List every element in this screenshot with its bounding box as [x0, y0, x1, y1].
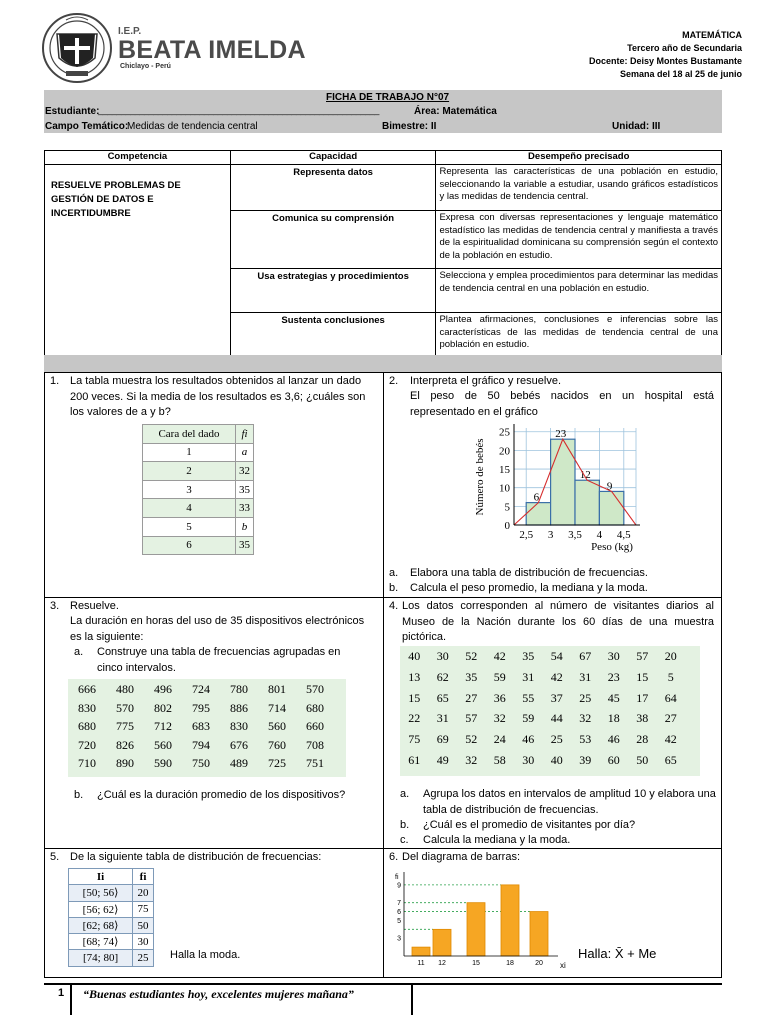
data-value: 890	[116, 756, 134, 770]
campo-label: Campo Temático:	[45, 121, 129, 132]
problem-3-a-marker: a.	[74, 646, 84, 658]
table-cell: 30	[133, 934, 154, 950]
device-hours-data	[68, 679, 346, 777]
dice-table	[142, 424, 254, 555]
data-value: 64	[664, 690, 677, 705]
data-value: 17	[636, 690, 649, 705]
data-value: 31	[522, 669, 535, 684]
frequency-table	[68, 868, 154, 967]
data-value: 67	[579, 649, 592, 663]
header-capacidad: Capacidad	[230, 151, 436, 165]
table-cell: a	[236, 443, 254, 462]
birth-weight-histogram	[470, 422, 650, 557]
bar	[530, 912, 548, 956]
bar-value-label: 6	[533, 491, 540, 504]
data-value: 57	[636, 649, 649, 663]
data-value: 32	[465, 752, 478, 767]
data-value: 54	[550, 649, 563, 663]
data-row	[400, 691, 700, 712]
data-value: 20	[664, 649, 677, 663]
data-value: 32	[579, 711, 592, 726]
data-value: 30	[436, 649, 449, 663]
data-value: 30	[607, 649, 620, 663]
table-cell: 25	[133, 950, 154, 966]
y-tick-label: 15	[499, 464, 510, 477]
data-value: 886	[230, 700, 248, 715]
capacidad-cell: Usa estrategias y procedimientos	[230, 269, 436, 313]
campo-value: Medidas de tendencia central	[127, 121, 258, 132]
problem-5-number: 5.	[50, 851, 60, 863]
table-cell: 2	[143, 462, 236, 481]
x-tick-label: 12	[438, 960, 446, 967]
data-value: 710	[78, 756, 96, 770]
histogram-bar	[526, 503, 550, 525]
table-cell: 32	[236, 462, 254, 481]
sheet-title: FICHA DE TRABAJO N°07	[326, 92, 450, 103]
bar	[501, 885, 519, 956]
desempeno-cell: Expresa con diversas representaciones y lenguaje matemático estadístico las medidas de tendencia central y manifiesta a través de la espiritualidad dominicana su comprensión según el contexto de la población en estudio.	[436, 211, 722, 269]
problem-6-text: Del diagrama de barras:	[402, 851, 521, 863]
data-value: 480	[116, 682, 134, 696]
problem-4-c-text: Calcula la mediana y la moda.	[423, 834, 571, 846]
problem-6-ask: Halla: X̄ + Me	[578, 946, 657, 961]
footer-divider-left	[70, 985, 72, 1015]
problem-3-a-text: Construye una tabla de frecuencias agrupadas en cinco intervalos.	[97, 646, 341, 674]
visitors-data	[400, 646, 700, 776]
x-tick-label: 20	[535, 960, 543, 967]
bar	[467, 903, 485, 956]
table-cell: b	[236, 517, 254, 536]
data-value: 666	[78, 682, 96, 696]
data-value: 725	[268, 756, 286, 770]
data-value: 46	[607, 732, 620, 747]
table-cell: 3	[143, 480, 236, 499]
problem-4-b-text: ¿Cuál es el promedio de visitantes por día?	[423, 819, 636, 831]
x-tick-label: 2,5	[519, 529, 534, 541]
freq-header-interval: Ii	[69, 869, 133, 885]
data-value: 25	[579, 690, 592, 705]
data-value: 37	[550, 690, 563, 705]
school-name: BEATA IMELDA	[118, 36, 306, 64]
y-tick-label: 7	[397, 900, 401, 908]
data-value: 13	[408, 669, 421, 684]
data-value: 795	[192, 700, 210, 715]
data-value: 830	[78, 700, 96, 715]
bar-diagram	[388, 870, 578, 974]
data-value: 18	[607, 711, 620, 726]
data-value: 660	[306, 719, 324, 733]
header-grade: Tercero año de Secundaria	[627, 43, 742, 53]
dice-header-face: Cara del dado	[143, 425, 236, 444]
capacidad-cell: Sustenta conclusiones	[230, 313, 436, 357]
x-tick-label: 15	[472, 960, 480, 967]
data-value: 826	[116, 737, 134, 752]
bimestre-label: Bimestre: II	[382, 121, 437, 132]
data-value: 15	[636, 669, 649, 684]
data-value: 49	[436, 752, 449, 767]
data-value: 794	[192, 737, 210, 752]
data-value: 57	[465, 711, 478, 726]
data-value: 65	[436, 690, 449, 705]
data-value: 570	[116, 700, 134, 715]
data-value: 760	[268, 737, 286, 752]
data-value: 489	[230, 756, 248, 770]
data-value: 65	[664, 752, 677, 767]
problem-3-b-marker: b.	[74, 789, 84, 801]
data-value: 775	[116, 719, 134, 733]
data-value: 52	[465, 732, 478, 747]
data-value: 24	[493, 732, 506, 747]
data-value: 28	[636, 732, 649, 747]
histogram-bar	[551, 439, 575, 525]
y-tick-label: 10	[499, 482, 510, 495]
capacidad-cell: Representa datos	[230, 165, 436, 211]
table-cell: [68; 74⟩	[69, 934, 133, 950]
data-value: 40	[550, 752, 563, 767]
data-value: 40	[408, 649, 421, 663]
data-value: 683	[192, 719, 210, 733]
separator-strip	[44, 355, 722, 372]
problem-5-ask: Halla la moda.	[170, 949, 241, 961]
desempeno-cell: Plantea afirmaciones, conclusiones e inferencias sobre las características de las medidas de tendencia central de una población en estudio.	[436, 313, 722, 357]
data-value: 708	[306, 737, 324, 752]
data-value: 60	[607, 752, 620, 767]
data-value: 570	[306, 682, 324, 696]
competencia-cell: RESUELVE PROBLEMAS DE GESTIÓN DE DATOS E INCERTIDUMBRE	[45, 165, 231, 357]
y-tick-label: 0	[504, 520, 510, 532]
y-tick-label: 25	[499, 426, 510, 439]
school-crest-logo	[40, 12, 114, 84]
y-tick-label: 6	[397, 909, 401, 917]
data-value: 62	[436, 669, 449, 684]
footer-quote: “Buenas estudiantes hoy, excelentes mujeres mañana”	[83, 987, 354, 1001]
data-value: 35	[465, 669, 478, 684]
data-row	[400, 753, 700, 774]
table-cell: 6	[143, 536, 236, 555]
x-tick-label: 4	[596, 529, 603, 541]
data-row	[68, 682, 346, 701]
y-axis-label: Número de bebés	[474, 438, 486, 516]
data-value: 496	[154, 682, 172, 696]
x-axis-label: Peso (kg)	[591, 541, 633, 553]
problem-3-b-text: ¿Cuál es la duración promedio de los dispositivos?	[97, 789, 346, 801]
data-value: 802	[154, 700, 172, 715]
data-value: 32	[493, 711, 506, 726]
data-value: 780	[230, 682, 248, 696]
problem-4-a-text: Agrupa los datos en intervalos de amplitud 10 y elabora una tabla de distribución de frecuencias.	[423, 788, 716, 816]
problem-3-line1: Resuelve.	[70, 600, 119, 612]
problem-2-b-text: Calcula el peso promedio, la mediana y la moda.	[410, 582, 648, 594]
x-tick-label: 3	[547, 529, 554, 541]
data-value: 560	[154, 737, 172, 752]
data-value: 35	[522, 649, 535, 663]
table-cell: 35	[236, 480, 254, 499]
x-axis-label: xi	[560, 961, 566, 970]
y-tick-label: 5	[504, 501, 510, 514]
data-value: 55	[522, 690, 535, 705]
problem-3-line2: La duración en horas del uso de 35 dispositivos electrónicos es la siguiente:	[70, 615, 365, 643]
student-label: Estudiante:	[45, 106, 100, 117]
table-cell: 75	[133, 901, 154, 917]
header-competencia: Competencia	[45, 151, 231, 165]
bar-value-label: 12	[579, 469, 591, 482]
problem-2-line2: El peso de 50 bebés nacidos en un hospital está representado en el gráfico	[410, 390, 714, 418]
table-cell: 33	[236, 499, 254, 518]
x-tick-label: 4,5	[616, 529, 631, 541]
x-tick-label: 11	[417, 960, 425, 967]
table-cell: [62; 68⟩	[69, 917, 133, 933]
histogram-bar	[599, 491, 623, 525]
problem-6-number: 6.	[389, 851, 399, 863]
header-info	[589, 29, 742, 81]
problem-4-b-marker: b.	[400, 819, 410, 831]
data-value: 27	[664, 711, 677, 726]
footer-rule	[44, 983, 722, 985]
y-tick-label: 20	[499, 445, 510, 458]
data-value: 42	[550, 669, 563, 684]
data-value: 38	[636, 711, 649, 726]
data-value: 5	[667, 669, 674, 684]
info-strip	[44, 90, 722, 133]
footer-divider-right	[411, 985, 413, 1015]
data-value: 720	[78, 737, 96, 752]
area-label: Área: Matemática	[414, 106, 497, 117]
problem-4-text: Los datos corresponden al número de visitantes diarios al Museo de la Nación durante los 60 días de una muestra pictórica.	[402, 600, 714, 643]
data-row	[400, 649, 700, 670]
table-cell: [56; 62⟩	[69, 901, 133, 917]
problem-2-a-text: Elabora una tabla de distribución de frecuencias.	[410, 567, 648, 579]
table-cell: [50; 56⟩	[69, 885, 133, 901]
data-value: 36	[493, 690, 506, 705]
data-value: 751	[306, 756, 324, 770]
data-value: 58	[493, 752, 506, 767]
data-value: 830	[230, 719, 248, 733]
problem-4-number: 4.	[389, 600, 399, 612]
data-value: 560	[268, 719, 286, 733]
data-value: 31	[579, 669, 592, 684]
competency-table	[44, 150, 722, 357]
data-value: 75	[408, 732, 421, 747]
data-value: 42	[493, 649, 506, 663]
data-value: 44	[550, 711, 563, 726]
data-value: 724	[192, 682, 210, 696]
data-row	[68, 719, 346, 738]
table-cell: [74; 80]	[69, 950, 133, 966]
y-tick-label: 5	[397, 917, 401, 925]
problem-4-a-marker: a.	[400, 788, 410, 800]
data-value: 714	[268, 700, 286, 715]
data-row	[68, 701, 346, 720]
data-value: 50	[636, 752, 649, 767]
problem-2-b-marker: b.	[389, 582, 399, 594]
problem-2-number: 2.	[389, 375, 399, 387]
table-cell: 4	[143, 499, 236, 518]
table-cell: 35	[236, 536, 254, 555]
header-week: Semana del 18 al 25 de junio	[619, 69, 742, 79]
student-name-line[interactable]: _____________________________________________________________	[98, 105, 379, 115]
header-teacher: Docente: Deisy Montes Bustamante	[588, 56, 742, 66]
data-row	[68, 756, 346, 775]
problem-2-line1: Interpreta el gráfico y resuelve.	[410, 375, 562, 387]
problem-2-a-marker: a.	[389, 567, 399, 579]
data-row	[400, 670, 700, 691]
histogram-bar	[575, 480, 599, 525]
data-value: 46	[522, 732, 535, 747]
data-value: 42	[664, 732, 677, 747]
data-row	[68, 738, 346, 757]
table-cell: 1	[143, 443, 236, 462]
bar	[412, 947, 430, 956]
table-cell: 50	[133, 917, 154, 933]
data-value: 712	[154, 719, 172, 733]
capacidad-cell: Comunica su comprensión	[230, 211, 436, 269]
data-value: 53	[579, 732, 592, 747]
header-desempeno: Desempeño precisado	[436, 151, 722, 165]
freq-header-fi: fi	[133, 869, 154, 885]
problem-4-c-marker: c.	[400, 834, 409, 846]
school-prefix: I.E.P.	[118, 26, 142, 37]
data-value: 31	[436, 711, 449, 726]
y-tick-label: 9	[397, 882, 401, 890]
problem-3-number: 3.	[50, 600, 60, 612]
bar-value-label: 23	[555, 428, 567, 441]
desempeno-cell: Selecciona y emplea procedimientos para determinar las medidas de tendencia central en una población en estudio.	[436, 269, 722, 313]
unidad-label: Unidad: III	[612, 121, 661, 132]
data-value: 590	[154, 756, 172, 770]
data-value: 801	[268, 682, 286, 696]
dice-header-fi: fi	[236, 425, 254, 444]
data-value: 15	[408, 690, 421, 705]
data-value: 750	[192, 756, 210, 770]
problem-5-text: De la siguiente tabla de distribución de frecuencias:	[70, 851, 322, 863]
data-value: 25	[550, 732, 563, 747]
data-value: 69	[436, 732, 449, 747]
x-tick-label: 3,5	[568, 529, 582, 541]
problem-1-number: 1.	[50, 375, 60, 387]
page-number: 1	[58, 987, 65, 999]
data-value: 59	[493, 669, 506, 684]
data-value: 61	[408, 752, 421, 767]
data-value: 39	[579, 752, 592, 767]
data-value: 680	[306, 700, 324, 715]
desempeno-cell: Representa las características de una población en estudio, seleccionando la variable a estudiar, usando gráficos estadísticos y las medidas de tendencia central.	[436, 165, 722, 211]
data-value: 23	[607, 669, 620, 684]
data-value: 680	[78, 719, 96, 733]
bar-value-label: 9	[606, 480, 613, 493]
table-cell: 20	[133, 885, 154, 901]
data-value: 59	[522, 711, 535, 726]
data-value: 45	[607, 690, 620, 705]
table-cell: 5	[143, 517, 236, 536]
y-tick-label: 3	[397, 935, 401, 943]
bar	[433, 929, 451, 956]
header-subject: MATEMÁTICA	[682, 30, 742, 40]
problem-1-text: La tabla muestra los resultados obtenidos al lanzar un dado 200 veces. Si la media de los resultados es 3,6; ¿cuáles son los valores de a y b?	[70, 375, 366, 418]
data-value: 27	[465, 690, 478, 705]
data-value: 52	[465, 649, 478, 663]
school-city: Chiclayo - Perú	[120, 63, 171, 70]
x-tick-label: 18	[506, 960, 514, 967]
data-row	[400, 732, 700, 753]
y-axis-label: fi	[395, 874, 399, 881]
data-value: 30	[522, 752, 535, 767]
data-row	[400, 711, 700, 732]
data-value: 676	[230, 737, 248, 752]
data-value: 22	[408, 711, 421, 726]
